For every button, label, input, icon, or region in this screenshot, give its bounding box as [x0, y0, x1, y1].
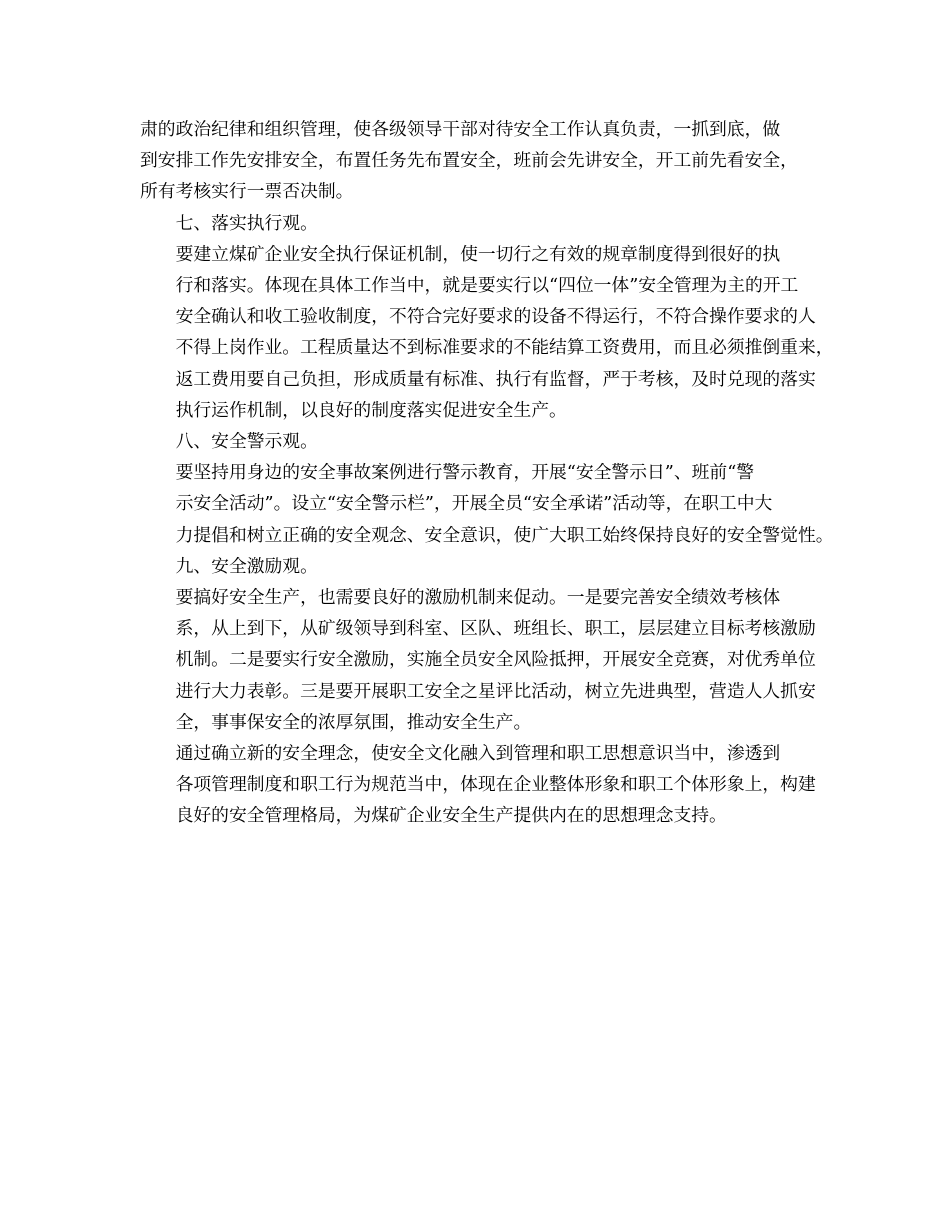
text-line: 要搞好安全生产，也需要良好的激励机制来促动。一是要完善安全绩效考核体 — [175, 587, 781, 609]
text-line: 力提倡和树立正确的安全观念、安全意识，使广大职工始终保持良好的安全警觉性。 — [175, 524, 834, 546]
text-line: 要坚持用身边的安全事故案例进行警示教育，开展“安全警示日”、班前“警 — [175, 462, 755, 484]
section-heading-9 — [140, 551, 820, 582]
text-line: 行和落实。体现在具体工作当中，就是要实行以“四位一体”安全管理为主的开工 — [175, 275, 799, 297]
text-line: 肃的政治纪律和组织管理，使各级领导干部对待安全工作认真负责，一抓到底，做 — [140, 119, 781, 140]
text-line: 通过确立新的安全理念，使安全文化融入到管理和职工思想意识当中，渗透到 — [175, 743, 781, 765]
paragraph-continuation — [140, 114, 820, 208]
heading-text: 七、落实执行观。 — [175, 212, 318, 234]
paragraph-conclusion — [140, 738, 820, 832]
text-line: 系，从上到下，从矿级领导到科室、区队、班组长、职工，层层建立目标考核激励 — [175, 618, 816, 640]
text-line: 不得上岗作业。工程质量达不到标准要求的不能结算工资费用，而且必须推倒重来， — [175, 337, 834, 359]
text-line: 各项管理制度和职工行为规范当中，体现在企业整体形象和职工个体形象上，构建 — [175, 774, 816, 796]
paragraph-warning — [140, 457, 834, 551]
section-heading-7 — [140, 208, 820, 239]
section-heading-8 — [140, 426, 820, 457]
text-line: 良好的安全管理格局，为煤矿企业安全生产提供内在的思想理念支持。 — [175, 805, 727, 827]
text-line: 所有考核实行一票否决制。 — [140, 181, 354, 203]
text-line: 示安全活动”。设立“安全警示栏”，开展全员“安全承诺”活动等，在职工中大 — [175, 493, 773, 515]
text-line: 进行大力表彰。三是要开展职工安全之星评比活动，树立先进典型，营造人人抓安 — [175, 680, 816, 702]
paragraph-incentive — [140, 582, 820, 738]
text-line: 返工费用要自己负担，形成质量有标准、执行有监督，严于考核，及时兑现的落实 — [175, 368, 816, 390]
text-line: 执行运作机制，以良好的制度落实促进安全生产。 — [175, 399, 567, 421]
text-line: 到安排工作先安排安全，布置任务先布置安全，班前会先讲安全，开工前先看安全， — [140, 150, 798, 172]
heading-text: 八、安全警示观。 — [175, 431, 318, 453]
text-line: 全，事事保安全的浓厚氛围，推动安全生产。 — [175, 711, 532, 733]
paragraph-execution — [140, 239, 834, 426]
heading-text: 九、安全激励观。 — [175, 555, 318, 577]
text-line: 机制。二是要实行安全激励，实施全员安全风险抵押，开展安全竞赛，对优秀单位 — [175, 649, 816, 671]
document-page — [140, 114, 834, 832]
text-line: 安全确认和收工验收制度，不符合完好要求的设备不得运行，不符合操作要求的人 — [175, 306, 816, 328]
text-line: 要建立煤矿企业安全执行保证机制，使一切行之有效的规章制度得到很好的执 — [175, 243, 781, 265]
